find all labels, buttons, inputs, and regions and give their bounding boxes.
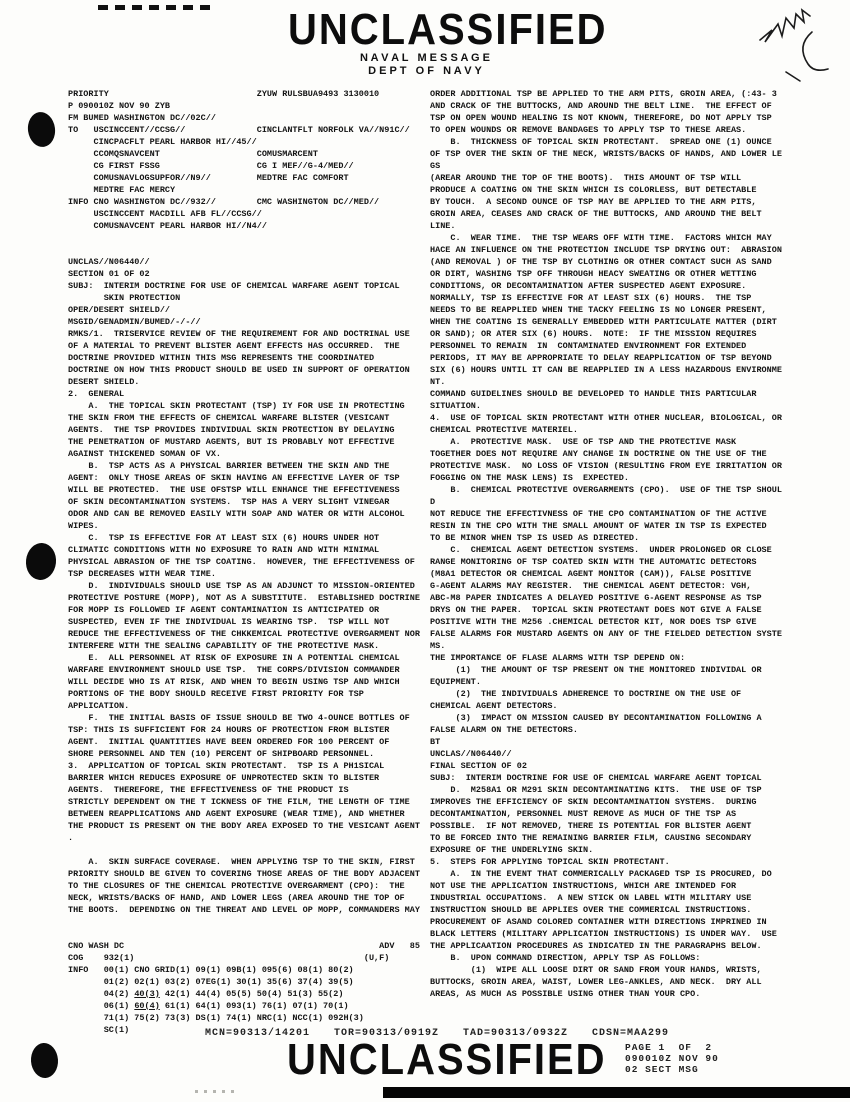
text-line: OF A MATERIAL TO PREVENT BLISTER AGENT EFFECTS HAS OCCURRED. THE — [68, 341, 400, 351]
text-line: APPLICATION. — [68, 701, 130, 711]
naval-message-line: N A V A L M E S S A G E — [360, 52, 490, 64]
text-line: SUBJ: INTERIM DOCTRINE FOR USE OF CHEMICAL WARFARE AGENT TOPICAL — [430, 773, 762, 783]
text-line: DOCTRINE ON HOW THIS PRODUCT SHOULD BE USED IN SUPPORT OF OPERATION — [68, 365, 410, 375]
text-line: F. THE INITIAL BASIS OF ISSUE SHOULD BE TWO 4-OUNCE BOTTLES OF — [68, 713, 410, 723]
message-left-column — [68, 88, 430, 1036]
text-line: MSGID/GENADMIN/BUMED/-/-// — [68, 317, 201, 327]
hole-punch-mark — [30, 1042, 59, 1079]
text-line: IMPROVES THE EFFICIENCY OF SKIN DECONTAMINATION SYSTEMS. DURING — [430, 797, 757, 807]
text-line: 02 SECT MSG — [625, 1064, 699, 1075]
text-line: BARRIER WHICH REDUCES EXPOSURE OF UNPROTECTED SKIN TO BLISTER — [68, 773, 380, 783]
text-line: OPER/DESERT SHIELD// — [68, 305, 171, 315]
text-line — [68, 244, 430, 256]
text-line: UNCLAS//N06440// — [430, 749, 512, 759]
text-line: POSSIBLE. IF NOT REMOVED, THERE IS POTENTIAL FOR BLISTER AGENT — [430, 821, 752, 831]
text-line: (AND REMOVAL ) OF THE TSP BY CLOTHING OR OTHER CONTACT SUCH AS SAND — [430, 257, 772, 267]
text-line: THE PENETRATION OF MUSTARD AGENTS, BUT IS PROBABLY NOT EFFECTIVE — [68, 437, 395, 447]
text-line: DOCTRINE PROVIDED WITHIN THIS MSG REPRESENTS THE COORDINATED — [68, 353, 375, 363]
text-line: FALSE ALARM ON THE DETECTORS. — [430, 725, 578, 735]
text-line: PORTIONS OF THE BODY SHOULD RECEIVE FIRST PRIORITY FOR TSP — [68, 689, 364, 699]
tad-value: TAD=90313/0932Z — [463, 1028, 569, 1039]
text-line: AREAS, AS MUCH AS POSSIBLE USING OTHER THAN YOUR CPO. — [430, 989, 701, 999]
text-line: 04(2) 40(3) 42(1) 44(4) 05(5) 50(4) 51(3) 55(2) — [68, 989, 344, 999]
text-line: DECONTAMINATION, PERSONNEL MUST REMOVE AS MUCH OF THE TSP AS — [430, 809, 737, 819]
text-line: EXPOSURE OF THE UNDERLYING SKIN. — [430, 845, 594, 855]
text-line: CINCPACFLT PEARL HARBOR HI//45// — [68, 137, 257, 147]
text-line: AGENTS. THE TSP PROVIDES INDIVIDUAL SKIN PROTECTION BY DELAYING — [68, 425, 395, 435]
text-line: DRYS ON THE PAPER. TOPICAL SKIN PROTECTANT DOES NOT GIVE A FALSE — [430, 605, 762, 615]
text-line: NT. — [430, 377, 446, 387]
text-line: LINE. — [430, 221, 456, 231]
text-line: B. CHEMICAL PROTECTIVE OVERGARMENTS (CPO). USE OF THE TSP SHOUL — [430, 485, 782, 495]
text-line: CCOMQSNAVCENT COMUSMARCENT — [68, 149, 318, 159]
text-line: REDUCE THE EFFECTIVENESS OF THE CHKKEMICAL PROTECTIVE OVERGARMENT NOR — [68, 629, 420, 639]
page-info-block — [625, 1042, 719, 1075]
text-line: C. CHEMICAL AGENT DETECTION SYSTEMS. UNDER PROLONGED OR CLOSE — [430, 545, 772, 555]
top-dashed-line — [98, 5, 216, 10]
text-line — [68, 844, 430, 856]
text-line: THE IMPORTANCE OF FLASE ALARMS WITH TSP DEPEND ON: — [430, 653, 686, 663]
text-line: A. SKIN SURFACE COVERAGE. WHEN APPLYING TSP TO THE SKIN, FIRST — [68, 857, 415, 867]
text-line: 090010Z NOV 90 — [625, 1053, 719, 1064]
text-line: DESERT SHIELD. — [68, 377, 140, 387]
text-line: CHEMICAL PROTECTIVE MATERIEL. — [430, 425, 578, 435]
text-line: SHORE PERSONNEL AND TEN (10) PERCENT OF SHIPBOARD PERSONNEL. — [68, 749, 375, 759]
text-line: INFO CNO WASHINGTON DC//932// CMC WASHINGTON DC//MED// — [68, 197, 380, 207]
text-line: 01(2) 02(1) 03(2) 07EG(1) 30(1) 35(6) 37(4) 39(5) — [68, 977, 354, 987]
naval-message-subheader — [0, 52, 850, 78]
text-line: WARFARE ENVIRONMENT SHOULD USE TSP. THE CORPS/DIVISION COMMANDER — [68, 665, 400, 675]
text-line: COG 932(1) (U,F) — [68, 953, 390, 963]
text-line: C. WEAR TIME. THE TSP WEARS OFF WITH TIME. FACTORS WHICH MAY — [430, 233, 772, 243]
text-line: (3) IMPACT ON MISSION CAUSED BY DECONTAMINATION FOLLOWING A — [430, 713, 762, 723]
text-line: COMMAND GUIDELINES SHOULD BE DEVELOPED TO HANDLE THIS PARTICULAR — [430, 389, 757, 399]
text-line: COMUSNAVLOGSUPFOR//N9// MEDTRE FAC COMFORT — [68, 173, 349, 183]
text-line: B. UPON COMMAND DIRECTION, APPLY TSP AS FOLLOWS: — [430, 953, 701, 963]
text-line: GROIN AREA, CEASES AND CRACK OF THE BUTTOCKS, AND AROUND THE BELT — [430, 209, 762, 219]
text-line: SECTION 01 OF 02 — [68, 269, 150, 279]
text-line: CHEMICAL AGENT DETECTORS. — [430, 701, 558, 711]
tor-value: TOR=90313/0919Z — [334, 1028, 440, 1039]
text-line: PAGE 1 OF 2 — [625, 1042, 713, 1053]
text-line: AGAINST THICKENED SOMAN OF VX. — [68, 449, 222, 459]
text-line: SUSPECTED, EVEN IF THE INDIVIDUAL IS WEARING TSP. TSP WILL NOT — [68, 617, 390, 627]
text-line: FOR MOPP IS FOLLOWED IF AGENT CONTAMINATION IS ANTICIPATED OR — [68, 605, 380, 615]
dept-of-navy-line: D E P T O F N A V Y — [368, 65, 482, 77]
text-line: CLIMATIC CONDITIONS WITH NO EXPOSURE TO RAIN AND WITH MINIMAL — [68, 545, 380, 555]
text-line: (1) WIPE ALL LOOSE DIRT OR SAND FROM YOUR HANDS, WRISTS, — [430, 965, 762, 975]
text-line — [68, 928, 430, 940]
text-line: . — [68, 833, 74, 843]
text-line: 71(1) 75(2) 73(3) DS(1) 74(1) NRC(1) NCC(1) 092H(3) — [68, 1013, 364, 1023]
text-line: AGENT. INITIAL QUANTITIES HAVE BEEN ORDERED FOR 100 PERCENT OF — [68, 737, 390, 747]
text-line: 4. USE OF TOPICAL SKIN PROTECTANT WITH OTHER NUCLEAR, BIOLOGICAL, OR — [430, 413, 782, 423]
text-line: FM BUMED WASHINGTON DC//02C// — [68, 113, 216, 123]
text-line — [68, 916, 430, 928]
scan-artifact-bar — [383, 1087, 850, 1098]
text-line: G-AGENT ALARMS MAY REGISTER. THE CHEMICAL AGENT DETECTOR: VGH, — [430, 581, 752, 591]
text-line: COMUSNAVCENT PEARL HARBOR HI//N4// — [68, 221, 267, 231]
text-line: SIX (6) HOURS UNTIL IT CAN BE REAPPLIED IN A LESS HAZARDOUS ENVIRONME — [430, 365, 782, 375]
text-line: THE SKIN FROM THE EFFECTS OF CHEMICAL WARFARE BLISTER (VESICANT — [68, 413, 390, 423]
text-line: PERSONNEL TO REMAIN IN CONTAMINATED ENVIRONMENT FOR EXTENDED — [430, 341, 747, 351]
text-line: ODOR AND CAN BE REMOVED EASILY WITH SOAP AND WATER OR WITH ALCOHOL — [68, 509, 405, 519]
text-line: A. IN THE EVENT THAT COMMERICALLY PACKAGED TSP IS PROCURED, DO — [430, 869, 772, 879]
text-line: 5. STEPS FOR APPLYING TOPICAL SKIN PROTECTANT. — [430, 857, 670, 867]
handwritten-annotation — [752, 2, 848, 98]
text-line: OR DIRT, WASHING TSP OFF THROUGH HEACY SWEATING OR OTHER WETTING — [430, 269, 757, 279]
text-line: 3. APPLICATION OF TOPICAL SKIN PROTECTANT. TSP IS A PH1SICAL — [68, 761, 385, 771]
text-line: STRICTLY DEPENDENT ON THE T ICKNESS OF THE FILM, THE LENGTH OF TIME — [68, 797, 410, 807]
text-line: NOT REDUCE THE EFFECTIVNESS OF THE CPO CONTAMINATION OF THE ACTIVE — [430, 509, 767, 519]
text-line: WILL BE PROTECTED. THE USE OFSTSP WILL ENHANCE THE EFFECTIVENESS — [68, 485, 400, 495]
text-line: PROTECTIVE POSTURE (MOPP), NOT AS A SUBSTITUTE. ESTABLISHED DOCTRINE — [68, 593, 420, 603]
text-line: POSITIVE WITH THE M256 .CHEMICAL DETECTOR KIT, NOR DOES TSP GIVE — [430, 617, 757, 627]
text-line: A. PROTECTIVE MASK. USE OF TSP AND THE PROTECTIVE MASK — [430, 437, 737, 447]
text-line: FOGGING ON THE MASK LENS) IS EXPECTED. — [430, 473, 629, 483]
text-line: OF TSP OVER THE SKIN OF THE NECK, WRISTS/BACKS OF HANDS, AND LOWER LE — [430, 149, 782, 159]
text-line: BUTTOCKS, GROIN AREA, WAIST, LOWER LEG-ANKLES, AND NECK. DRY ALL — [430, 977, 762, 987]
text-line: TO USCINCCENT//CCSG// CINCLANTFLT NORFOLK VA//N91C// — [68, 125, 410, 135]
message-right-column — [430, 88, 802, 1000]
text-line: INTERFERE WITH THE SEALING CAPABILITY OF THE PROTECTIVE MASK. — [68, 641, 380, 651]
text-line: RESIN IN THE CPO WITH THE SMALL AMOUNT OF WATER IN TSP IS EXPECTED — [430, 521, 767, 531]
text-line: INDUSTRIAL OCCUPATIONS. A NEW STICK ON LABEL WITH MILITARY USE — [430, 893, 752, 903]
text-line: EQUIPMENT. — [430, 677, 482, 687]
text-line: P 090010Z NOV 90 ZYB — [68, 101, 171, 111]
text-line: WHEN THE COATING IS GENERALLY EMBEDDED WITH PARTICULATE MATTER (DIRT — [430, 317, 777, 327]
text-line: PROCUREMENT OF ASAND COLORED CONTAINER WITH DIRECTIONS IMPRINED IN — [430, 917, 767, 927]
hole-punch-mark — [26, 110, 58, 148]
hole-punch-mark — [24, 542, 58, 582]
text-line: 2. GENERAL — [68, 389, 125, 399]
text-line: BLACK LETTERS (MILITARY APPLICATION INSTRUCTIONS) IS UNDER WAY. USE — [430, 929, 777, 939]
text-line: B. THICKNESS OF TOPICAL SKIN PROTECTANT. SPREAD ONE (1) OUNCE — [430, 137, 772, 147]
text-line: E. ALL PERSONNEL AT RISK OF EXPOSURE IN A POTENTIAL CHEMICAL — [68, 653, 400, 663]
text-line: B. TSP ACTS AS A PHYSICAL BARRIER BETWEEN THE SKIN AND THE — [68, 461, 390, 471]
text-line: WILL DECIDE WHO IS AT RISK, AND WHEN TO BEGIN USING TSP AND WHICH — [68, 677, 400, 687]
text-line: PRIORITY ZYUW RULSBUA9493 3130010 — [68, 89, 380, 99]
text-line: USCINCCENT MACDILL AFB FL//CCSG// — [68, 209, 262, 219]
text-line: D. INDIVIDUALS SHOULD USE TSP AS AN ADJUNCT TO MISSION-ORIENTED — [68, 581, 415, 591]
text-line: TO BE MINOR WHEN TSP IS USED AS DIRECTED. — [430, 533, 640, 543]
scan-artifact-specks — [195, 1090, 235, 1093]
text-line: C. TSP IS EFFECTIVE FOR AT LEAST SIX (6) HOURS UNDER HOT — [68, 533, 380, 543]
text-line: PROTECTIVE MASK. NO LOSS OF VISION (RESULTING FROM EYE IRRITATION OR — [430, 461, 782, 471]
mcn-value: MCN=90313/14201 — [205, 1028, 311, 1039]
text-line: INFO 00(1) CNO GRID(1) 09(1) 09B(1) 095(6) 08(1) 80(2) — [68, 965, 354, 975]
text-line: OR SAND); OR ATER SIX (6) HOURS. NOTE: IF THE MISSION REQUIRES — [430, 329, 757, 339]
text-line: NEEDS TO BE REAPPLIED WHEN THE TACKY FEELING IS NO LONGER PRESENT, — [430, 305, 767, 315]
text-line: (AREAR AROUND THE TOP OF THE BOOTS). THIS AMOUNT OF TSP WILL — [430, 173, 742, 183]
text-line: THE APPLICAATION PROCEDURES AS INDICATED IN THE PARAGRAPHS BELOW. — [430, 941, 762, 951]
text-line: THE BOOTS. DEPENDING ON THE THREAT AND LEVEL OP MOPP, COMMANDERS MAY — [68, 905, 420, 915]
text-line: PERIODS, IT MAY BE APPROPRIATE TO DELAY REAPPLICATION OF TSP BEYOND — [430, 353, 772, 363]
text-line: (2) THE INDIVIDUALS ADHERENCE TO DOCTRINE ON THE USE OF — [430, 689, 742, 699]
text-line: AND CRACK OF THE BUTTOCKS, AND AROUND THE BELT LINE. THE EFFECT OF — [430, 101, 772, 111]
text-line: ORDER ADDITIONAL TSP BE APPLIED TO THE ARM PITS, GROIN AREA, (:43- 3 — [430, 89, 777, 99]
text-line: SKIN PROTECTION — [68, 293, 181, 303]
text-line: BETWEEN REAPPLICATIONS AND AGENT EXPOSURE (WEAR TIME), AND WHETHER — [68, 809, 405, 819]
text-line: TO BE FORCED INTO THE REMAINING BARRIER FILM, CAUSING SECONDARY — [430, 833, 752, 843]
text-line: THE PRODUCT IS PRESENT ON THE BODY AREA EXPOSED TO THE VESICANT AGENT — [68, 821, 420, 831]
text-line: FINAL SECTION OF 02 — [430, 761, 527, 771]
text-line: D — [430, 497, 436, 507]
text-line: CG FIRST FSSG CG I MEF//G-4/MED// — [68, 161, 354, 171]
text-line: TOGETHER DOES NOT REQUIRE ANY CHANGE IN DOCTRINE ON THE USE OF THE — [430, 449, 767, 459]
text-line: MEDTRE FAC MERCY — [68, 185, 176, 195]
text-line: PHYSICAL ABRASION OF THE TSP COATING. HOWEVER, THE EFFECTIVENESS OF — [68, 557, 415, 567]
text-line: D. M258A1 OR M291 SKIN DECONTAMINATING KITS. THE USE OF TSP — [430, 785, 762, 795]
classification-stamp-bottom: UNCLASSIFIED — [287, 1036, 607, 1084]
text-line: TSP DECREASES WITH WEAR TIME. — [68, 569, 216, 579]
text-line: NOT USE THE APPLICATION INSTRUCTIONS, WHICH ARE INTENDED FOR — [430, 881, 737, 891]
text-line: FALSE ALARMS FOR MUSTARD AGENTS ON ANY OF THE FIELDED DETECTION SYSTE — [430, 629, 782, 639]
text-line: INSTRUCTION SHOULD BE APPLIES OVER THE COMMERICAL INSTRUCTIONS. — [430, 905, 752, 915]
cdsn-value: CDSN=MAA299 — [592, 1028, 670, 1039]
text-line: BY TOUCH. A SECOND OUNCE OF TSP MAY BE APPLIED TO THE ARM PITS, — [430, 197, 757, 207]
text-line: SITUATION. — [430, 401, 482, 411]
text-line: NORMALLY, TSP IS EFFECTIVE FOR AT LEAST SIX (6) HOURS. THE TSP — [430, 293, 752, 303]
text-line: OF SKIN DECONTAMINATION SYSTEMS. TSP HAS A VERY SLIGHT VINEGAR — [68, 497, 390, 507]
text-line: WIPES. — [68, 521, 99, 531]
text-line: RANGE MONITORING OF TSP COATED SKIN WITH THE AUTOMATIC DETECTORS — [430, 557, 757, 567]
text-line: AGENTS. THEREFORE, THE EFFECTIVENESS OF THE PRODUCT IS — [68, 785, 349, 795]
text-line: HACE AN INFLUENCE ON THE PROTECTION INCLUDE TSP DRYING OUT: ABRASION — [430, 245, 782, 255]
text-line: (1) THE AMOUNT OF TSP PRESENT ON THE MONITORED INDIVIDAL OR — [430, 665, 762, 675]
text-line: TO OPEN WOUNDS OR REMOVE BANDAGES TO APPLY TSP TO THESE AREAS. — [430, 125, 747, 135]
text-line: (M8A1 DETECTOR OR CHEMICAL AGENT MONITOR (CAM)), FALSE POSITIVE — [430, 569, 752, 579]
text-line: BT — [430, 737, 441, 747]
text-line: MS. — [430, 641, 446, 651]
text-line: PRODUCE A COATING ON THE SKIN WHICH IS COLORLESS, BUT DETECTABLE — [430, 185, 757, 195]
text-line: 06(1) 60(4) 61(1) 64(1) 093(1) 76(1) 07(1) 70(1) — [68, 1001, 349, 1011]
text-line: CNO WASH DC ADV 85 — [68, 941, 420, 951]
text-line: UNCLAS//N06440// — [68, 257, 150, 267]
text-line — [68, 232, 430, 244]
text-line: NECK, WRISTS/BACKS OF HAND, AND LOWER LEGS (AREA AROUND THE TOP OF — [68, 893, 405, 903]
text-line: RMKS/1. TRISERVICE REVIEW OF THE REQUIREMENT FOR AND DOCTRINAL USE — [68, 329, 410, 339]
text-line: AGENT: ONLY THOSE AREAS OF SKIN HAVING AN EFFECTIVE LAYER OF TSP — [68, 473, 400, 483]
text-line: TSP: THIS IS SUFFICIENT FOR 24 HOURS OF PROTECTION FROM BLISTER — [68, 725, 390, 735]
text-line: CONDITIONS, OR DECONTAMINATION AFTER SUSPECTED AGENT EXPOSURE. — [430, 281, 747, 291]
text-line: ABC-M8 PAPER INDICATES A DELAYED POSITIVE G-AGENT RESPONSE AS TSP — [430, 593, 762, 603]
text-line: GS — [430, 161, 441, 171]
text-line: TSP ON OPEN WOUND HEALING IS NOT KNOWN, THEREFORE, DO NOT APPLY TSP — [430, 113, 772, 123]
classification-stamp-top: UNCLASSIFIED — [288, 6, 608, 54]
text-line: PRIORITY SHOULD BE GIVEN TO COVERING THOSE AREAS OF THE BODY ADJACENT — [68, 869, 420, 879]
text-line: A. THE TOPICAL SKIN PROTECTANT (TSP) IY FOR USE IN PROTECTING — [68, 401, 405, 411]
text-line: SUBJ: INTERIM DOCTRINE FOR USE OF CHEMICAL WARFARE AGENT TOPICAL — [68, 281, 400, 291]
text-line: TO THE CLOSURES OF THE CHEMICAL PROTECTIVE OVERGARMENT (CPO): THE — [68, 881, 405, 891]
text-line: SC(1) — [68, 1025, 130, 1035]
